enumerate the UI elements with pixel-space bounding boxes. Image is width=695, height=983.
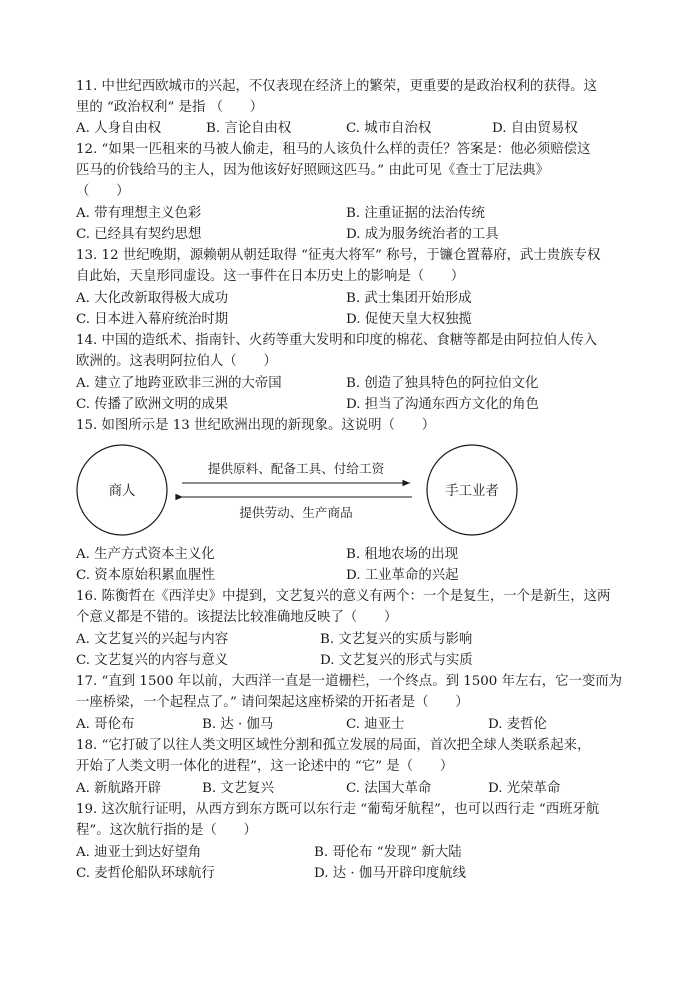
q11-option-d: D. 自由贸易权 [492,121,578,136]
q18-option-d: D. 光荣革命 [488,781,561,796]
q11-option-b: B. 言论自由权 [206,121,292,136]
q15-option-b: B. 租地农场的出现 [346,547,459,562]
q13-option-b: B. 武士集团开始形成 [346,291,472,306]
q17-option-c: C. 迪亚士 [346,717,405,732]
q17-stem-line2: 一座桥梁，一个起程点了。” 请问架起这座桥梁的开拓者是（ ） [76,695,469,710]
q19-option-b: B. 哥伦布 “发现” 新大陆 [314,845,462,860]
merchant-node-label: 商人 [108,484,136,499]
q12-stem-line1: 12. “如果一匹租来的马被人偷走，租马的人该负什么样的责任？答案是：他必须赔偿这 [76,142,591,157]
q19-option-a: A. 迪亚士到达好望角 [76,845,202,860]
q16-option-a: A. 文艺复兴的兴起与内容 [76,632,229,647]
q15-option-a: A. 生产方式资本主义化 [76,547,215,562]
q16-stem-line1: 16. 陈衡哲在《西洋史》中提到，文艺复兴的意义有两个：一个是复生，一个是新生，这两 [76,589,611,604]
artisan-node-label: 手工业者 [445,484,499,499]
q12-option-c: C. 已经具有契约思想 [76,227,202,242]
q15-option-d: D. 工业革命的兴起 [346,568,459,583]
q12-stem-line2: 匹马的价钱给马的主人，因为他该好好照顾这匹马。” 由此可见《查士丁尼法典》 [76,163,550,178]
q17-stem-line1: 17. “直到 1500 年以前，大西洋一直是一道栅栏，一个终点。到 1500 年左右，它一变而为 [76,674,623,689]
q12-stem-line3: （ ） [76,184,130,199]
q18-option-a: A. 新航路开辟 [76,781,162,796]
q18-stem-line2: 开始了人类文明一体化的进程”，这一论述中的 “它” 是（ ） [76,759,454,774]
q14-option-a: A. 建立了地跨亚欧非三洲的大帝国 [76,376,282,391]
q14-option-c: C. 传播了欧洲文明的成果 [76,397,229,412]
bottom-arrow-label: 提供劳动、生产商品 [239,505,353,520]
q16-option-b: B. 文艺复兴的实质与影响 [320,632,473,647]
q14-stem-line1: 14. 中国的造纸术、指南针、火药等重大发明和印度的棉花、食糖等都是由阿拉伯人传入 [76,333,598,348]
q12-option-a: A. 带有理想主义色彩 [76,206,202,221]
q11-stem-line1: 11. 中世纪西欧城市的兴起，不仅表现在经济上的繁荣，更重要的是政治权利的获得。这 [76,79,598,94]
q19-option-c: C. 麦哲伦船队环球航行 [76,866,215,881]
q17-option-d: D. 麦哲伦 [488,717,547,732]
q16-option-d: D. 文艺复兴的形式与实质 [320,653,473,668]
q17-option-b: B. 达 · 伽马 [202,717,274,732]
q13-stem-line1: 13. 12 世纪晚期，源赖朝从朝廷取得 “征夷大将军” 称号，于镰仓置幕府，武士贵族专权 [76,248,601,263]
q11-option-a: A. 人身自由权 [76,121,162,136]
q11-option-c: C. 城市自治权 [346,121,432,136]
q13-option-c: C. 日本进入幕府统治时期 [76,312,229,327]
q17-option-a: A. 哥伦布 [76,717,135,732]
q13-option-d: D. 促使天皇大权独揽 [346,312,472,327]
q14-stem-line2: 欧洲的。这表明阿拉伯人（ ） [76,354,277,369]
q12-option-d: D. 成为服务统治者的工具 [346,227,499,242]
q19-option-d: D. 达 · 伽马开辟印度航线 [314,866,467,881]
q11-stem-line2: 里的 “政治权利” 是指 （ ） [76,100,264,115]
q16-stem-line2: 个意义都是不错的。该提法比较准确地反映了（ ） [76,610,398,625]
top-arrow-label: 提供原料、配备工具、付给工资 [207,461,385,476]
q15-diagram [70,440,530,540]
q19-stem-line2: 程”。这次航行指的是（ ） [76,823,257,838]
q18-option-b: B. 文艺复兴 [202,781,274,796]
q18-option-c: C. 法国大革命 [346,781,432,796]
q15-stem-line1: 15. 如图所示是 13 世纪欧洲出现的新现象。这说明（ ） [76,418,436,433]
q15-option-c: C. 资本原始积累血腥性 [76,568,215,583]
q14-option-d: D. 担当了沟通东西方文化的角色 [346,397,539,412]
q19-stem-line1: 19. 这次航行证明，从西方到东方既可以东行走 “葡萄牙航程”，也可以西行走 “西班牙航 [76,802,600,817]
q12-option-b: B. 注重证据的法治传统 [346,206,485,221]
q13-option-a: A. 大化改新取得极大成功 [76,291,229,306]
q13-stem-line2: 自此始，天皇形同虚设。这一事件在日本历史上的影响是（ ） [76,269,465,284]
q16-option-c: C. 文艺复兴的内容与意义 [76,653,229,668]
q18-stem-line1: 18. “它打破了以往人类文明区域性分割和孤立发展的局面，首次把全球人类联系起来， [76,738,591,753]
q14-option-b: B. 创造了独具特色的阿拉伯文化 [346,376,539,391]
